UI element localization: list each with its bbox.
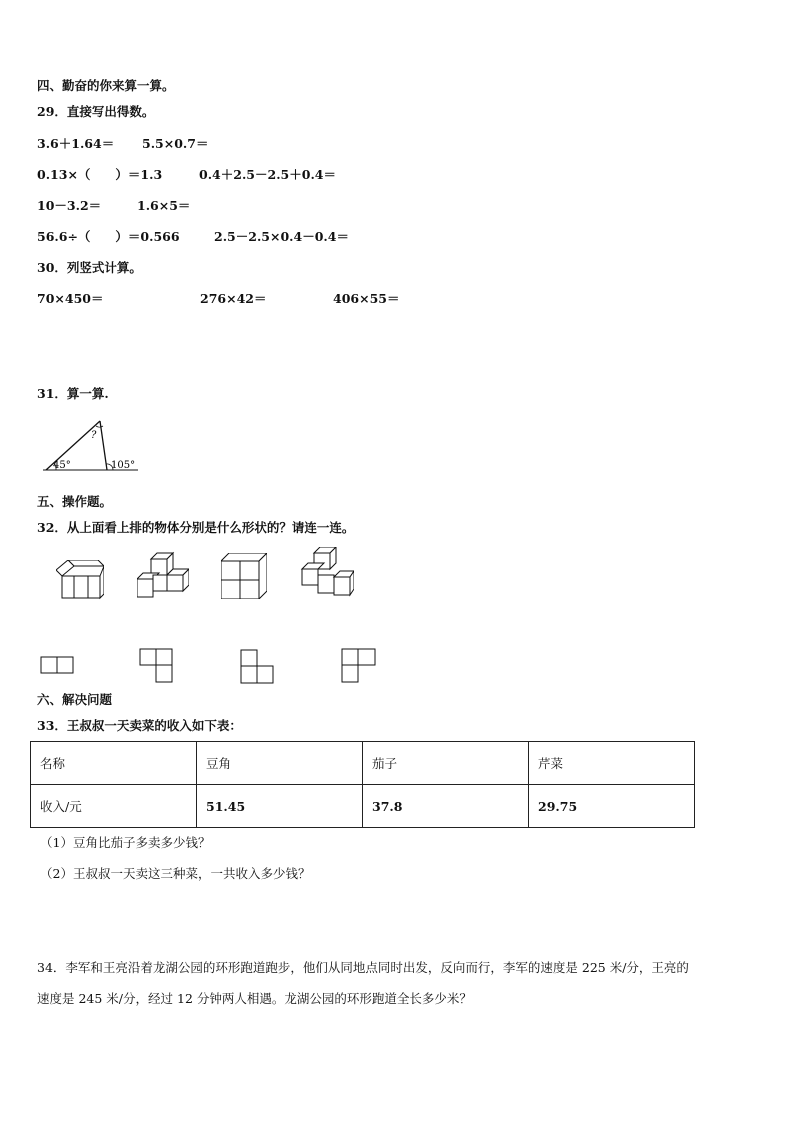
top-view-2 <box>139 648 175 686</box>
cube-stack-1 <box>56 560 104 600</box>
cube-stack-3 <box>221 553 267 599</box>
q30-item: 276×42＝ <box>200 291 267 306</box>
angle-label-105: 105° <box>111 460 136 471</box>
q29-row-1 <box>37 136 209 152</box>
table-cell: 名称 <box>31 742 197 785</box>
cube-stack-4 <box>300 547 354 599</box>
q29-row-4 <box>37 229 349 245</box>
triangle-side-right <box>100 421 107 470</box>
q29-expr: 3.6＋1.64＝ <box>37 136 115 151</box>
q29-expr: 0.4＋2.5－2.5＋0.4＝ <box>199 167 336 182</box>
top-view-3 <box>240 649 276 687</box>
q33-title: 33．王叔叔一天卖菜的收入如下表： <box>37 718 242 733</box>
q30-row <box>37 291 400 307</box>
table-cell: 29.75 <box>529 785 695 828</box>
income-table <box>30 741 695 828</box>
q34-line-2: 速度是 245 米/分，经过 12 分钟两人相遇。龙湖公园的环形跑道全长多少米？ <box>37 991 472 1006</box>
q34-line-1: 34．李军和王亮沿着龙湖公园的环形跑道跑步，他们从同地点同时出发，反向而行，李军的速度是 225 米/分，王亮的 <box>37 960 689 975</box>
top-view-1 <box>40 656 76 678</box>
table-cell: 37.8 <box>363 785 529 828</box>
q29-expr: 2.5－2.5×0.4－0.4＝ <box>214 229 349 244</box>
table-cell: 豆角 <box>197 742 363 785</box>
q30-item: 70×450＝ <box>37 291 104 306</box>
triangle-figure <box>40 418 140 474</box>
table-cell: 芹菜 <box>529 742 695 785</box>
table-row <box>31 785 695 828</box>
q32-title: 32．从上面看上排的物体分别是什么形状的？请连一连。 <box>37 520 355 535</box>
table-cell: 收入/元 <box>31 785 197 828</box>
q29-expr: 56.6÷（ ）＝0.566 <box>37 229 180 244</box>
top-view-4 <box>341 648 379 686</box>
unknown-angle-label: ? <box>91 430 97 441</box>
q29-expr: 10－3.2＝ <box>37 198 102 213</box>
q29-expr: 0.13×（ ）＝1.3 <box>37 167 163 182</box>
section5-heading: 五、操作题。 <box>37 494 113 509</box>
q29-expr: 1.6×5＝ <box>137 198 191 213</box>
q29-row-3 <box>37 198 191 214</box>
q31-title: 31．算一算. <box>37 386 109 401</box>
q29-title: 29．直接写出得数。 <box>37 104 155 119</box>
q33-subquestion-1: （1）豆角比茄子多卖多少钱？ <box>40 835 211 850</box>
q33-subquestion-2: （2）王叔叔一天卖这三种菜，一共收入多少钱？ <box>40 866 311 881</box>
cube-stack-2 <box>137 551 189 601</box>
angle-arc-top <box>96 426 103 427</box>
q29-expr: 5.5×0.7＝ <box>142 136 209 151</box>
table-row <box>31 742 695 785</box>
angle-label-45: 45° <box>53 460 71 471</box>
section6-heading: 六、解决问题 <box>37 692 113 707</box>
q30-title: 30．列竖式计算。 <box>37 260 142 275</box>
q29-row-2 <box>37 167 336 183</box>
table-cell: 51.45 <box>197 785 363 828</box>
q30-item: 406×55＝ <box>333 291 400 306</box>
table-cell: 茄子 <box>363 742 529 785</box>
section4-heading: 四、勤奋的你来算一算。 <box>37 78 175 93</box>
